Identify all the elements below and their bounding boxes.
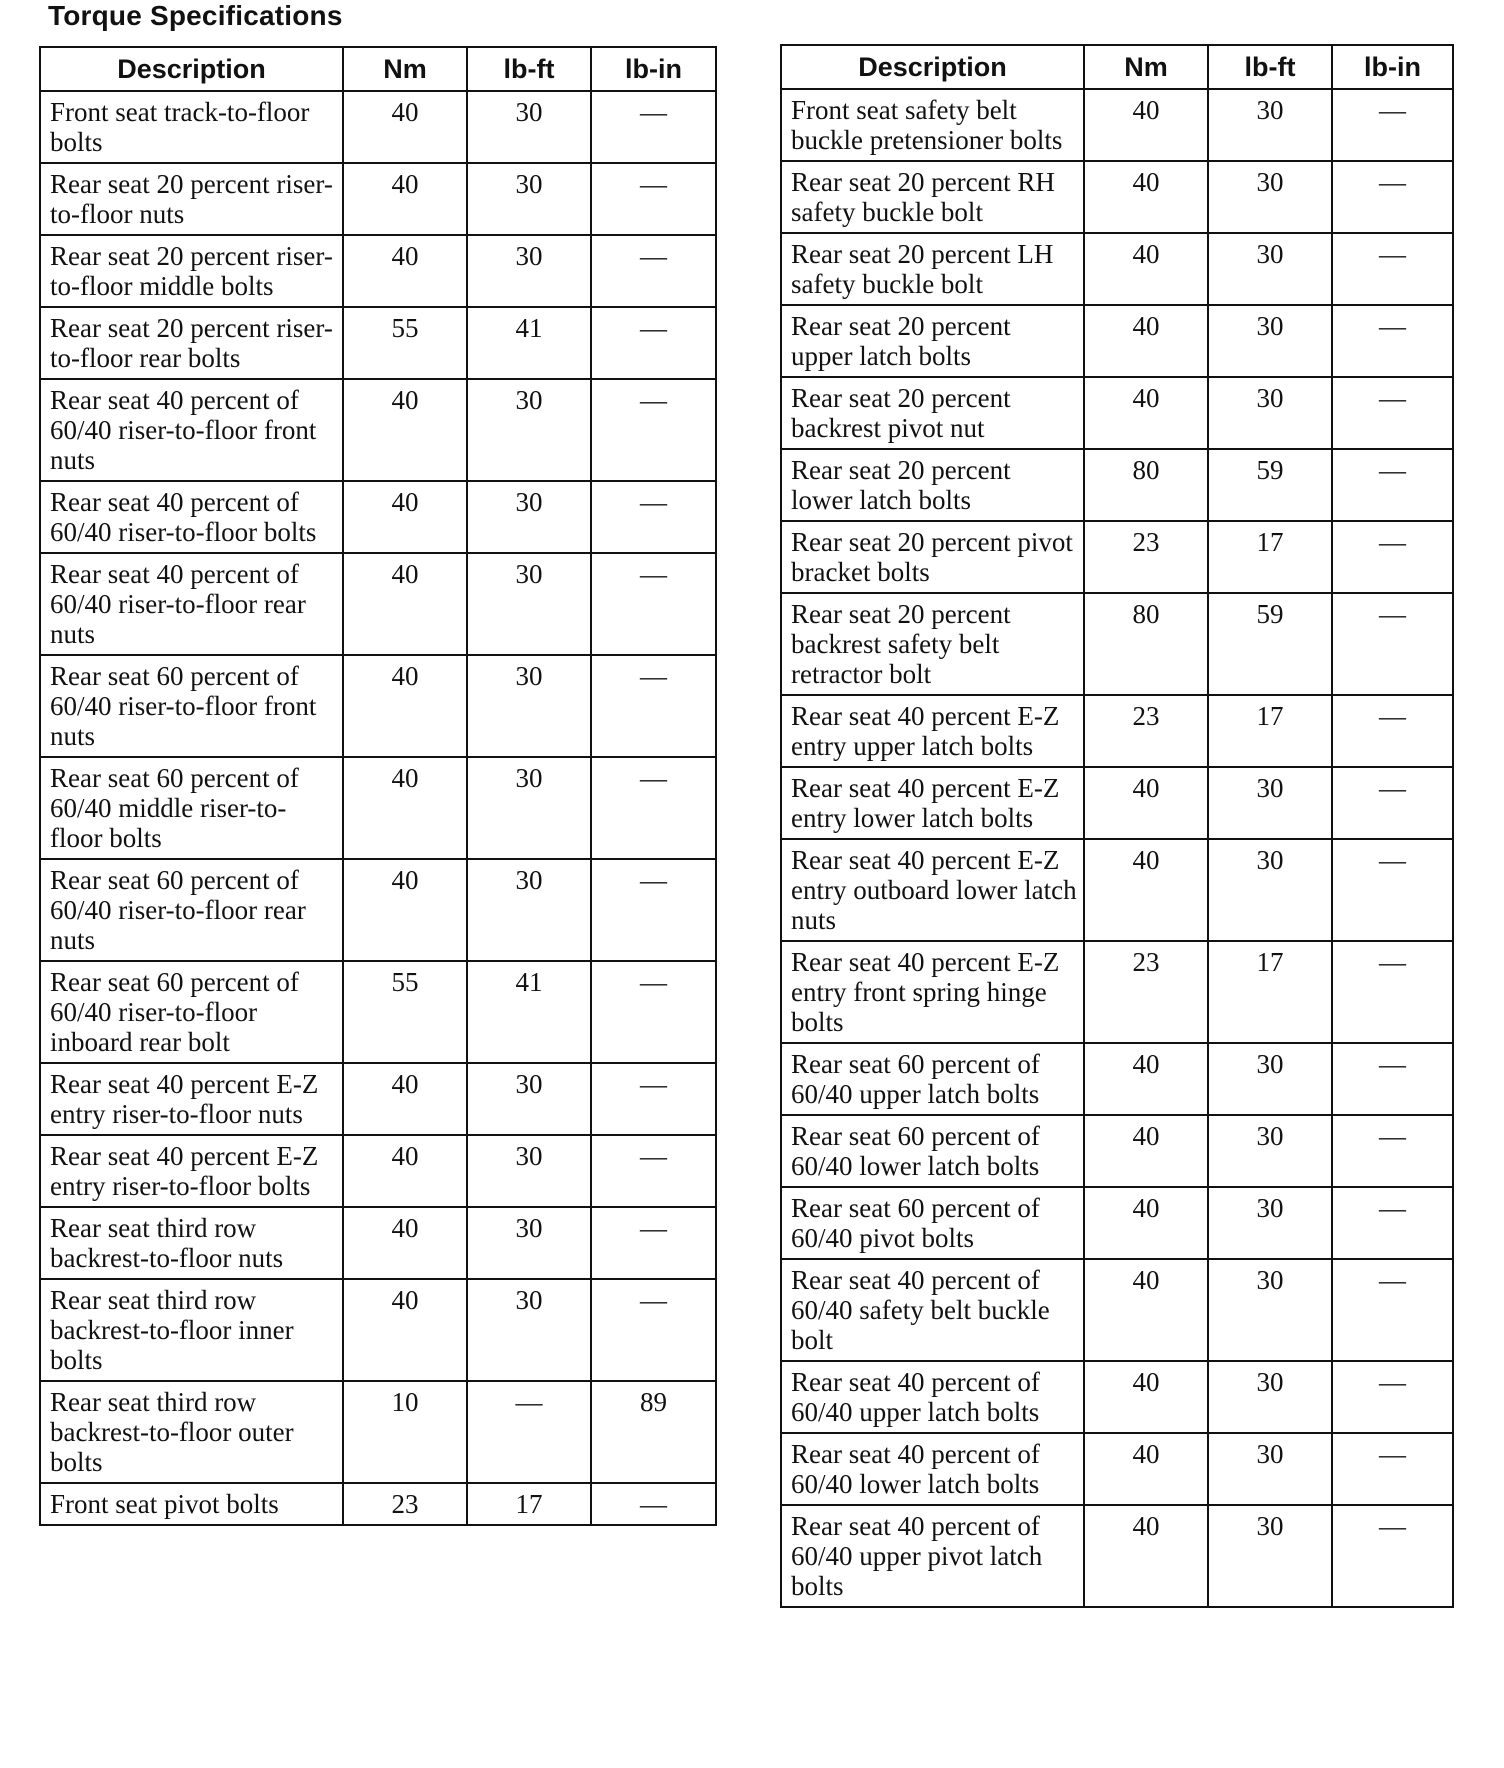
nm-cell: 40 — [343, 757, 467, 859]
nm-cell: 40 — [343, 655, 467, 757]
table-row — [40, 1279, 716, 1381]
table-row — [40, 859, 716, 961]
description-cell: Rear seat 40 percent of 60/40 riser-to-floor rear nuts — [40, 553, 343, 655]
nm-cell: 23 — [343, 1483, 467, 1525]
nm-cell: 40 — [1084, 89, 1208, 161]
lbft-cell: 30 — [467, 757, 591, 859]
lbft-cell: 30 — [1208, 377, 1332, 449]
table-row — [40, 163, 716, 235]
nm-cell: 40 — [1084, 1043, 1208, 1115]
nm-cell: 40 — [1084, 305, 1208, 377]
table-row — [40, 655, 716, 757]
lbft-cell: 30 — [467, 91, 591, 163]
header-lbin: lb-in — [1332, 45, 1453, 89]
table-row — [781, 1361, 1453, 1433]
description-cell: Rear seat 20 percent backrest pivot nut — [781, 377, 1084, 449]
description-cell: Rear seat 60 percent of 60/40 upper latch bolts — [781, 1043, 1084, 1115]
lbft-cell: 30 — [1208, 1115, 1332, 1187]
lbft-cell: 59 — [1208, 593, 1332, 695]
table-row — [40, 757, 716, 859]
nm-cell: 40 — [343, 481, 467, 553]
lbft-cell: 17 — [1208, 695, 1332, 767]
description-cell: Rear seat 40 percent of 60/40 upper latch bolts — [781, 1361, 1084, 1433]
lbin-cell: — — [1332, 1259, 1453, 1361]
lbft-cell: 30 — [467, 859, 591, 961]
lbft-cell: 30 — [1208, 1361, 1332, 1433]
lbin-cell: — — [591, 1135, 716, 1207]
table-row — [781, 161, 1453, 233]
table-row — [40, 1135, 716, 1207]
lbft-cell: 30 — [1208, 1505, 1332, 1607]
nm-cell: 40 — [343, 1279, 467, 1381]
description-cell: Rear seat 60 percent of 60/40 middle riser-to-floor bolts — [40, 757, 343, 859]
header-lbft: lb-ft — [467, 47, 591, 91]
table-row — [40, 91, 716, 163]
lbin-cell: — — [1332, 1043, 1453, 1115]
lbin-cell: — — [591, 481, 716, 553]
header-description: Description — [781, 45, 1084, 89]
lbin-cell: — — [591, 235, 716, 307]
lbft-cell: 41 — [467, 307, 591, 379]
lbft-cell: 30 — [1208, 1043, 1332, 1115]
lbin-cell: — — [591, 1063, 716, 1135]
nm-cell: 40 — [1084, 839, 1208, 941]
description-cell: Rear seat 40 percent E-Z entry riser-to-floor bolts — [40, 1135, 343, 1207]
torque-table-left — [39, 46, 717, 1526]
lbin-cell: — — [1332, 695, 1453, 767]
header-row — [781, 45, 1453, 89]
nm-cell: 40 — [1084, 377, 1208, 449]
lbin-cell: — — [591, 961, 716, 1063]
lbin-cell: — — [1332, 941, 1453, 1043]
lbin-cell: — — [1332, 767, 1453, 839]
nm-cell: 40 — [343, 379, 467, 481]
nm-cell: 10 — [343, 1381, 467, 1483]
nm-cell: 40 — [343, 859, 467, 961]
nm-cell: 55 — [343, 307, 467, 379]
table-row — [781, 305, 1453, 377]
lbin-cell: 89 — [591, 1381, 716, 1483]
nm-cell: 40 — [1084, 233, 1208, 305]
header-row — [40, 47, 716, 91]
lbin-cell: — — [1332, 1505, 1453, 1607]
description-cell: Front seat track-to-floor bolts — [40, 91, 343, 163]
description-cell: Rear seat 40 percent E-Z entry front spring hinge bolts — [781, 941, 1084, 1043]
page-title: Torque Specifications — [48, 0, 343, 31]
torque-table-right — [780, 44, 1454, 1608]
lbft-cell: 30 — [1208, 767, 1332, 839]
table-row — [781, 695, 1453, 767]
nm-cell: 40 — [343, 163, 467, 235]
table-row — [40, 961, 716, 1063]
nm-cell: 40 — [343, 235, 467, 307]
header-lbft: lb-ft — [1208, 45, 1332, 89]
table-row — [40, 1063, 716, 1135]
table-row — [781, 1259, 1453, 1361]
nm-cell: 55 — [343, 961, 467, 1063]
description-cell: Rear seat 20 percent RH safety buckle bolt — [781, 161, 1084, 233]
nm-cell: 23 — [1084, 695, 1208, 767]
lbin-cell: — — [591, 1483, 716, 1525]
description-cell: Rear seat 20 percent riser-to-floor middle bolts — [40, 235, 343, 307]
table-row — [781, 233, 1453, 305]
lbin-cell: — — [591, 655, 716, 757]
lbin-cell: — — [591, 553, 716, 655]
description-cell: Rear seat third row backrest-to-floor nuts — [40, 1207, 343, 1279]
lbft-cell: 30 — [467, 163, 591, 235]
lbft-cell: 17 — [1208, 941, 1332, 1043]
nm-cell: 40 — [343, 91, 467, 163]
lbft-cell: 30 — [1208, 1259, 1332, 1361]
lbin-cell: — — [591, 91, 716, 163]
table-row — [781, 1505, 1453, 1607]
nm-cell: 40 — [343, 553, 467, 655]
table-row — [40, 1381, 716, 1483]
description-cell: Rear seat 40 percent E-Z entry riser-to-floor nuts — [40, 1063, 343, 1135]
description-cell: Rear seat 60 percent of 60/40 lower latch bolts — [781, 1115, 1084, 1187]
table-row — [781, 1043, 1453, 1115]
lbin-cell: — — [591, 1279, 716, 1381]
lbft-cell: 59 — [1208, 449, 1332, 521]
nm-cell: 40 — [1084, 767, 1208, 839]
description-cell: Rear seat 20 percent riser-to-floor nuts — [40, 163, 343, 235]
header-description: Description — [40, 47, 343, 91]
header-nm: Nm — [1084, 45, 1208, 89]
lbft-cell: 30 — [1208, 161, 1332, 233]
nm-cell: 40 — [1084, 1433, 1208, 1505]
lbft-cell: 30 — [1208, 305, 1332, 377]
table-row — [781, 377, 1453, 449]
lbft-cell: 17 — [1208, 521, 1332, 593]
description-cell: Rear seat 20 percent upper latch bolts — [781, 305, 1084, 377]
table-row — [781, 767, 1453, 839]
lbin-cell: — — [591, 859, 716, 961]
table-row — [781, 89, 1453, 161]
description-cell: Rear seat 40 percent of 60/40 safety belt buckle bolt — [781, 1259, 1084, 1361]
lbft-cell: 30 — [467, 655, 591, 757]
header-lbin: lb-in — [591, 47, 716, 91]
description-cell: Rear seat 40 percent E-Z entry upper latch bolts — [781, 695, 1084, 767]
lbft-cell: 30 — [467, 235, 591, 307]
lbin-cell: — — [591, 163, 716, 235]
lbft-cell: 30 — [467, 1279, 591, 1381]
description-cell: Rear seat 60 percent of 60/40 riser-to-floor rear nuts — [40, 859, 343, 961]
description-cell: Front seat safety belt buckle pretensioner bolts — [781, 89, 1084, 161]
description-cell: Rear seat 20 percent riser-to-floor rear bolts — [40, 307, 343, 379]
lbin-cell: — — [591, 757, 716, 859]
lbin-cell: — — [1332, 305, 1453, 377]
lbft-cell: 30 — [467, 1135, 591, 1207]
table-row — [40, 1483, 716, 1525]
table-row — [781, 1187, 1453, 1259]
table-row — [781, 449, 1453, 521]
nm-cell: 40 — [343, 1063, 467, 1135]
table-row — [781, 1115, 1453, 1187]
lbft-cell: 30 — [467, 481, 591, 553]
nm-cell: 40 — [1084, 1361, 1208, 1433]
nm-cell: 40 — [1084, 1259, 1208, 1361]
table-row — [781, 1433, 1453, 1505]
description-cell: Rear seat 20 percent backrest safety belt retractor bolt — [781, 593, 1084, 695]
lbin-cell: — — [1332, 1187, 1453, 1259]
lbft-cell: 30 — [467, 553, 591, 655]
table-row — [40, 553, 716, 655]
table-row — [40, 307, 716, 379]
table-row — [781, 521, 1453, 593]
lbin-cell: — — [1332, 449, 1453, 521]
lbft-cell: 30 — [467, 1063, 591, 1135]
description-cell: Rear seat third row backrest-to-floor outer bolts — [40, 1381, 343, 1483]
lbft-cell: 30 — [1208, 1187, 1332, 1259]
table-row — [781, 593, 1453, 695]
lbft-cell: 30 — [467, 1207, 591, 1279]
table-row — [40, 235, 716, 307]
lbft-cell: 41 — [467, 961, 591, 1063]
table-row — [40, 1207, 716, 1279]
description-cell: Rear seat 40 percent of 60/40 upper pivot latch bolts — [781, 1505, 1084, 1607]
lbin-cell: — — [1332, 1361, 1453, 1433]
nm-cell: 40 — [343, 1135, 467, 1207]
lbft-cell: 30 — [1208, 233, 1332, 305]
table-row — [40, 379, 716, 481]
nm-cell: 80 — [1084, 593, 1208, 695]
lbin-cell: — — [591, 307, 716, 379]
lbft-cell: 30 — [1208, 1433, 1332, 1505]
description-cell: Rear seat 40 percent of 60/40 riser-to-floor front nuts — [40, 379, 343, 481]
lbin-cell: — — [1332, 839, 1453, 941]
lbin-cell: — — [1332, 1433, 1453, 1505]
description-cell: Rear seat third row backrest-to-floor inner bolts — [40, 1279, 343, 1381]
nm-cell: 40 — [1084, 161, 1208, 233]
description-cell: Rear seat 40 percent of 60/40 lower latch bolts — [781, 1433, 1084, 1505]
description-cell: Rear seat 20 percent LH safety buckle bolt — [781, 233, 1084, 305]
description-cell: Rear seat 60 percent of 60/40 riser-to-floor front nuts — [40, 655, 343, 757]
nm-cell: 40 — [343, 1207, 467, 1279]
lbft-cell: 30 — [1208, 839, 1332, 941]
nm-cell: 40 — [1084, 1505, 1208, 1607]
description-cell: Rear seat 20 percent lower latch bolts — [781, 449, 1084, 521]
lbin-cell: — — [1332, 1115, 1453, 1187]
lbft-cell: — — [467, 1381, 591, 1483]
lbin-cell: — — [591, 379, 716, 481]
header-nm: Nm — [343, 47, 467, 91]
lbft-cell: 30 — [1208, 89, 1332, 161]
description-cell: Rear seat 20 percent pivot bracket bolts — [781, 521, 1084, 593]
lbin-cell: — — [591, 1207, 716, 1279]
lbin-cell: — — [1332, 89, 1453, 161]
nm-cell: 80 — [1084, 449, 1208, 521]
lbin-cell: — — [1332, 593, 1453, 695]
description-cell: Front seat pivot bolts — [40, 1483, 343, 1525]
lbin-cell: — — [1332, 161, 1453, 233]
nm-cell: 40 — [1084, 1115, 1208, 1187]
lbin-cell: — — [1332, 377, 1453, 449]
lbft-cell: 17 — [467, 1483, 591, 1525]
description-cell: Rear seat 60 percent of 60/40 riser-to-floor inboard rear bolt — [40, 961, 343, 1063]
lbft-cell: 30 — [467, 379, 591, 481]
description-cell: Rear seat 40 percent E-Z entry outboard lower latch nuts — [781, 839, 1084, 941]
table-row — [40, 481, 716, 553]
nm-cell: 40 — [1084, 1187, 1208, 1259]
nm-cell: 23 — [1084, 521, 1208, 593]
description-cell: Rear seat 40 percent E-Z entry lower latch bolts — [781, 767, 1084, 839]
lbin-cell: — — [1332, 521, 1453, 593]
description-cell: Rear seat 60 percent of 60/40 pivot bolts — [781, 1187, 1084, 1259]
nm-cell: 23 — [1084, 941, 1208, 1043]
table-row — [781, 941, 1453, 1043]
table-row — [781, 839, 1453, 941]
description-cell: Rear seat 40 percent of 60/40 riser-to-floor bolts — [40, 481, 343, 553]
lbin-cell: — — [1332, 233, 1453, 305]
